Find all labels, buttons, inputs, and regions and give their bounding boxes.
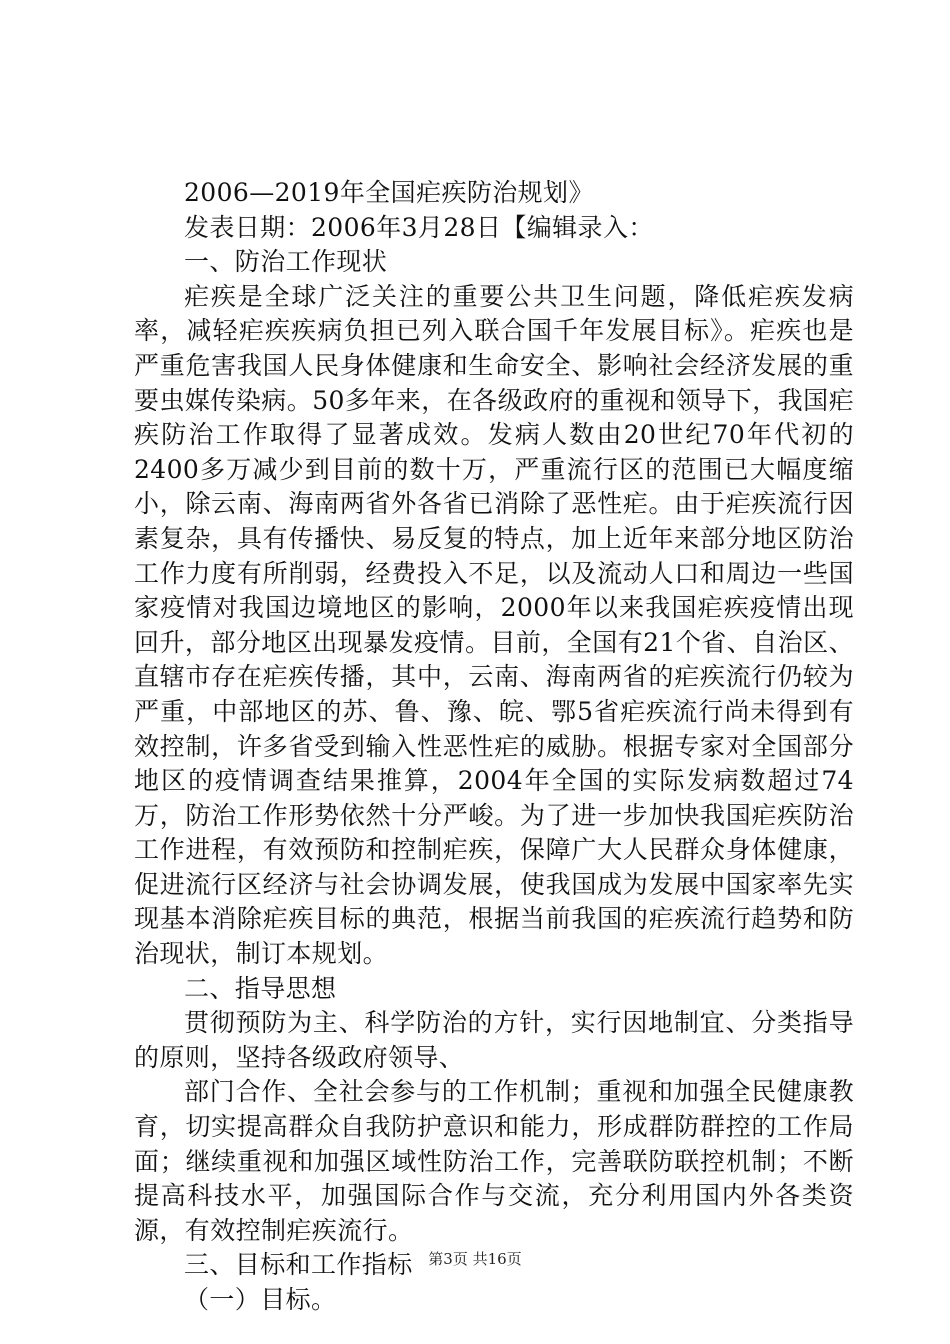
publish-date-line: 发表日期：2006年3月28日【编辑录入： bbox=[184, 212, 654, 242]
section-heading-targets: 三、目标和工作指标 bbox=[184, 1250, 413, 1280]
paragraph-guiding-1: 贯彻预防为主、科学防治的方针，实行因地制宜、分类指导的原则，坚持各级政府领导、 bbox=[134, 1008, 854, 1072]
paragraph-guiding-2: 部门合作、全社会参与的工作机制；重视和加强全民健康教育，切实提高群众自我防护意识和能力，形成群防群控的工作局面；继续重视和加强区域性防治工作，完善联防联控机制；不断提高科技水平，加强国际合作与交流，充分利用国内外各类资源，有效控制疟疾流行。 bbox=[134, 1077, 854, 1245]
document-body bbox=[134, 176, 854, 1318]
subsection-heading-goal: （一）目标。 bbox=[184, 1285, 337, 1314]
plan-title-line: 2006—2019年全国疟疾防治规划》 bbox=[184, 178, 594, 207]
page-footer bbox=[0, 1248, 950, 1269]
section-heading-guiding: 二、指导思想 bbox=[184, 973, 337, 1003]
paragraph-status: 疟疾是全球广泛关注的重要公共卫生问题，降低疟疾发病率，减轻疟疾疾病负担已列入联合国千年发展目标》。疟疾也是严重危害我国人民身体健康和生命安全、影响社会经济发展的重要虫媒传染病。50多年来，在各级政府的重视和领导下，我国疟疾防治工作取得了显著成效。发病人数由20世纪70年代初的2400多万减少到目前的数十万，严重流行区的范围已大幅度缩小，除云南、海南两省外各省已消除了恶性疟。由于疟疾流行因素复杂，具有传播快、易反复的特点，加上近年来部分地区防治工作力度有所削弱，经费投入不足，以及流动人口和周边一些国家疫情对我国边境地区的影响，2000年以来我国疟疾疫情出现回升，部分地区出现暴发疫情。目前，全国有21个省、自治区、直辖市存在疟疾传播，其中，云南、海南两省的疟疾流行仍较为严重，中部地区的苏、鲁、豫、皖、鄂5省疟疾流行尚未得到有效控制，许多省受到输入性恶性疟的威胁。根据专家对全国部分地区的疫情调查结果推算，2004年全国的实际发病数超过74万，防治工作形势依然十分严峻。为了进一步加快我国疟疾防治工作进程，有效预防和控制疟疾，保障广大人民群众身体健康，促进流行区经济与社会协调发展，使我国成为发展中国家率先实现基本消除疟疾目标的典范，根据当前我国的疟疾流行趋势和防治现状，制订本规划。 bbox=[134, 281, 854, 969]
section-heading-status: 一、防治工作现状 bbox=[184, 247, 388, 277]
page-number: 第3页 共16页 bbox=[428, 1250, 522, 1268]
